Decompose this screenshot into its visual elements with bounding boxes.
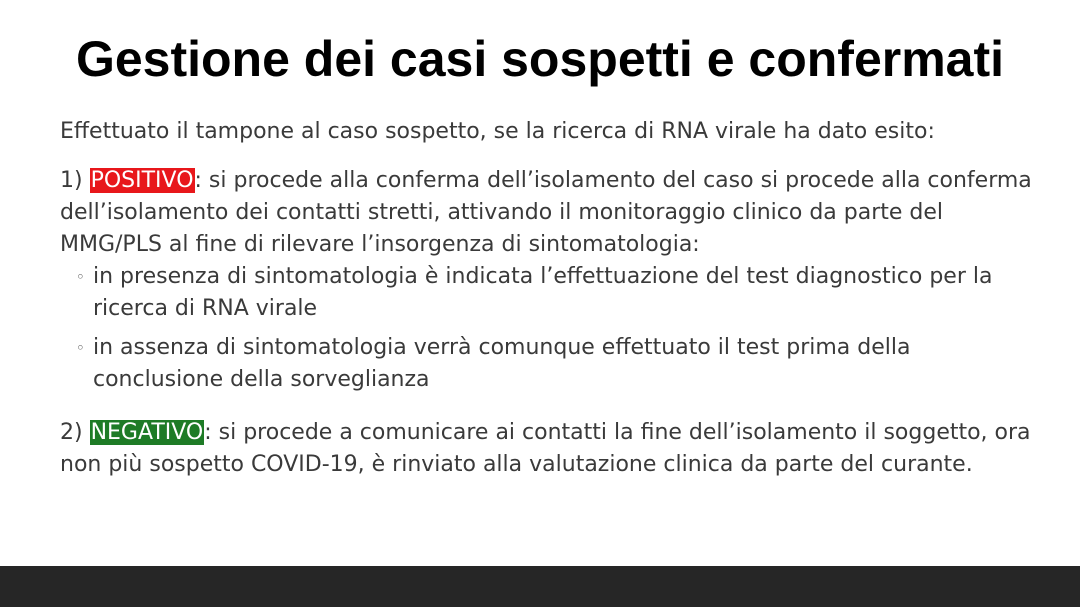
- item-negative: [60, 417, 1040, 481]
- slide-body: [60, 116, 1040, 481]
- slide-title: Gestione dei casi sospetti e confermati: [75, 31, 1005, 87]
- bullet-icon: ◦: [76, 339, 85, 357]
- bullet-icon: ◦: [76, 268, 85, 286]
- item-negative-text: : si procede a comunicare ai contatti la fine dell’isolamento il soggetto, ora non più sospetto COVID-19, è rinviato alla valutazione clinica da parte del curante.: [60, 420, 1031, 477]
- item-positive-number: 1): [60, 168, 90, 193]
- item-positive-text: : si procede alla conferma dell’isolamento del caso si procede alla conferma dell’isolamento dei contatti stretti, attivando il monitoraggio clinico da parte del MMG/PLS al fine di rilevare l’insorgenza di sintomatologia:: [60, 168, 1032, 257]
- positive-keyword: POSITIVO: [90, 168, 194, 193]
- footer-bar: [0, 566, 1080, 607]
- negative-keyword: NEGATIVO: [90, 420, 204, 445]
- sub-bullet-text: in presenza di sintomatologia è indicata l’effettuazione del test diagnostico per la ricerca di RNA virale: [93, 264, 993, 321]
- intro-text: Effettuato il tampone al caso sospetto, se la ricerca di RNA virale ha dato esito:: [60, 119, 935, 144]
- sub-bullet-item: [76, 332, 1040, 396]
- item-negative-number: 2): [60, 420, 90, 445]
- sub-bullet-text: in assenza di sintomatologia verrà comunque effettuato il test prima della conclusione della sorveglianza: [93, 335, 911, 392]
- sub-bullet-item: [76, 261, 1040, 325]
- item-positive: [60, 165, 1040, 261]
